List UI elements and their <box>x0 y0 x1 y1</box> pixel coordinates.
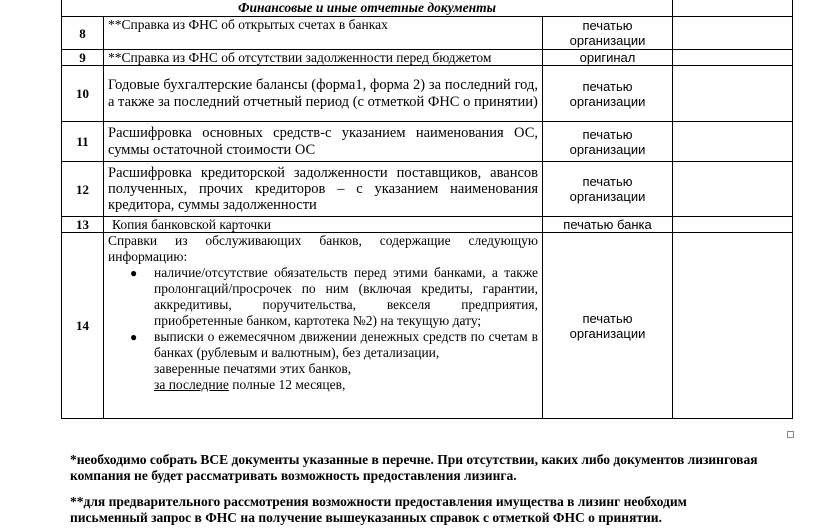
list-item-text: наличие/отсутствие обязательств перед этими банками, а также пролонгаций/просрочек по ним (включая кредиты, гарантии, аккредитивы, поручительства, векселя предприятия, приобретенные банком, картотека №2) на текущую дату; <box>154 265 538 328</box>
empty-cell <box>673 162 793 217</box>
row-number: 14 <box>62 233 104 419</box>
empty-cell <box>673 233 793 419</box>
empty-cell <box>673 122 793 162</box>
list-item <box>130 265 538 329</box>
row-certification: печатью организации <box>543 66 673 122</box>
row-number: 13 <box>62 217 104 233</box>
list-tail: заверенные печатями этих банков, <box>154 361 352 376</box>
row-description: **Справка из ФНС об открытых счетах в банках <box>104 17 543 50</box>
row-number: 9 <box>62 50 104 66</box>
documents-table <box>61 0 793 419</box>
row-number: 12 <box>62 162 104 217</box>
row-description: Расшифровка кредиторской задолженности поставщиков, авансов полученных, прочих кредиторов – с указанием наименования кредитора, суммы задолженности <box>104 162 543 217</box>
section-header-row <box>62 0 793 17</box>
row-certification: печатью банка <box>543 217 673 233</box>
empty-cell <box>673 0 793 17</box>
tail-text: полные 12 месяцев, <box>228 377 346 392</box>
row-certification: печатью организации <box>543 122 673 162</box>
table-row <box>62 217 793 233</box>
bullet-icon: ● <box>130 330 138 344</box>
row-description: **Справка из ФНС об отсутствии задолженности перед бюджетом <box>104 50 543 66</box>
row-description: Расшифровка основных средств-с указанием наименования ОС, суммы остаточной стоимости ОС <box>104 122 543 162</box>
list-item <box>130 329 538 361</box>
table-resize-handle[interactable] <box>787 431 794 438</box>
table-row <box>62 122 793 162</box>
table-row <box>62 17 793 50</box>
row-description: Годовые бухгалтерские балансы (форма1, форма 2) за последний год, а также за последний отчетный период (с отметкой ФНС о принятии) <box>104 66 543 122</box>
empty-cell <box>673 17 793 50</box>
list-item-text: выписки о ежемесячном движении денежных средств по счетам в банках (рублевым и валютным), без детализации, <box>154 329 538 360</box>
bank-certificate-intro: Справки из обслуживающих банков, содержащие следующую информацию: <box>108 233 538 264</box>
row-number: 11 <box>62 122 104 162</box>
footnote-fns-request: **для предварительного рассмотрения возможности предоставления имущества в лизинг необходим письменный запрос в ФНС на получение вышеуказанных справок с отметкой ФНС о принятии. <box>70 494 687 525</box>
empty-cell <box>673 217 793 233</box>
row-certification: печатью организации <box>543 162 673 217</box>
row-description <box>104 233 543 419</box>
bank-certificate-list <box>108 265 538 361</box>
row-certification: печатью организации <box>543 233 673 419</box>
underlined-text: за последние <box>154 377 229 392</box>
row-certification: печатью организации <box>543 17 673 50</box>
empty-cell <box>673 66 793 122</box>
empty-cell <box>673 50 793 66</box>
row-description: Копия банковской карточки <box>104 217 543 233</box>
footnote-required-docs: *необходимо собрать ВСЕ документы указанные в перечне. При отсутствии, каких либо документов лизинговая компания не будет рассматривать возможность предоставления лизинга. <box>70 452 758 483</box>
section-title: Финансовые и иные отчетные документы <box>62 0 673 17</box>
table-row <box>62 50 793 66</box>
table-row <box>62 66 793 122</box>
row-certification: оригинал <box>543 50 673 66</box>
row-number: 8 <box>62 17 104 50</box>
list-tail <box>108 377 538 393</box>
row-number: 10 <box>62 66 104 122</box>
table-row <box>62 162 793 217</box>
bullet-icon: ● <box>130 266 138 280</box>
table-row <box>62 233 793 419</box>
